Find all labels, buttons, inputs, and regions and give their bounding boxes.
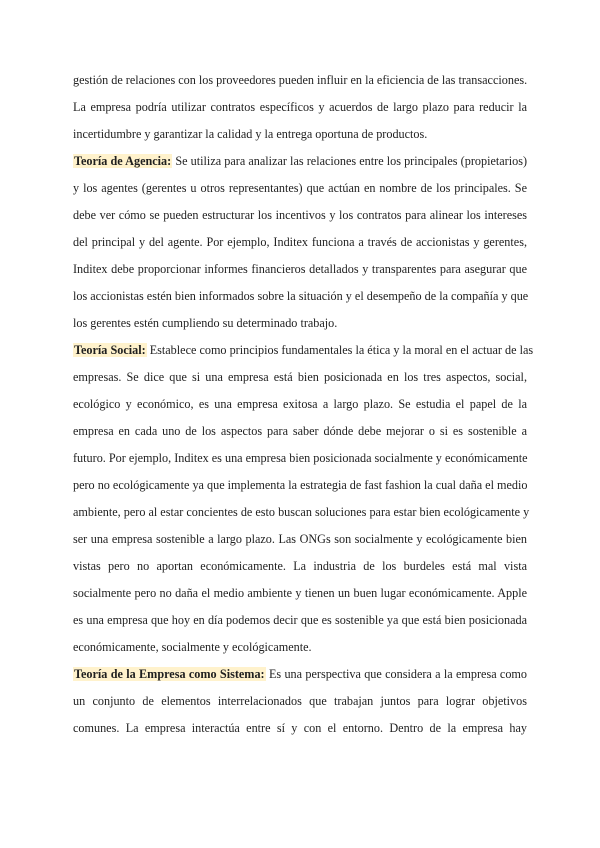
text-line: empresas. Se dice que si una empresa está bien posicionada en los tres aspectos, social, <box>73 370 527 384</box>
text-line: y los agentes (gerentes u otros representantes) que actúan en nombre de los principales. Se <box>73 181 527 195</box>
text-line: incertidumbre y garantizar la calidad y la entrega oportuna de productos. <box>73 127 428 141</box>
text-line: comunes. La empresa interactúa entre sí y con el entorno. Dentro de la empresa hay <box>73 721 527 735</box>
text-line: empresa en cada uno de los aspectos para saber dónde debe mejorar o si es sostenible a <box>73 424 527 438</box>
text-line: futuro. Por ejemplo, Inditex es una empresa bien posicionada socialmente y económicamente <box>73 451 528 465</box>
text-span: Establece como principios fundamentales la ética y la moral en el actuar de las <box>149 343 534 357</box>
text-line: pero no ecológicamente ya que implementa la estrategia de fast fashion la cual daña el medio <box>73 478 528 492</box>
text-line: los accionistas estén bien informados sobre la situación y el desempeño de la compañía y que <box>73 289 529 303</box>
text-line: del principal y del agente. Por ejemplo, Inditex funciona a través de accionistas y gerentes, <box>73 235 527 249</box>
text-line: Inditex debe proporcionar informes financieros detallados y transparentes para asegurar que <box>73 262 527 276</box>
text-line: socialmente pero no daña el medio ambiente y tienen un buen lugar económicamente. Apple <box>73 586 527 600</box>
text-line: gestión de relaciones con los proveedores pueden influir en la eficiencia de las transacciones. <box>73 73 528 87</box>
text-line: los gerentes estén cumpliendo su determinado trabajo. <box>73 316 338 330</box>
text-span: Es una perspectiva que considera a la empresa como <box>268 667 527 681</box>
text-line: ser una empresa sostenible a largo plazo. Las ONGs son socialmente y ecológicamente bien <box>73 532 527 546</box>
text-line: vistas pero no aportan económicamente. La industria de los burdeles está mal vista <box>73 559 527 573</box>
text-span: Se utiliza para analizar las relaciones entre los principales (propietarios) <box>175 154 528 168</box>
heading-teoria-social: Teoría Social: <box>74 343 146 357</box>
text-line: debe ver cómo se pueden estructurar los incentivos y los contratos para alinear los intereses <box>73 208 527 222</box>
heading-teoria-empresa-sistema: Teoría de la Empresa como Sistema: <box>74 667 265 681</box>
text-line: ambiente, pero al estar concientes de esto buscan soluciones para estar bien ecológicamente y <box>73 505 530 519</box>
text-line: económicamente, socialmente y ecológicamente. <box>73 640 312 654</box>
paragraph-first-line-system <box>73 666 527 682</box>
text-line: ecológico y económico, es una empresa exitosa a largo plazo. Se estudia el papel de la <box>73 397 527 411</box>
text-line: La empresa podría utilizar contratos específicos y acuerdos de largo plazo para reducir la <box>73 100 527 114</box>
paragraph-first-line-social <box>73 342 534 358</box>
text-line: es una empresa que hoy en día podemos decir que es sostenible ya que está bien posicionada <box>73 613 527 627</box>
heading-teoria-de-agencia: Teoría de Agencia: <box>74 154 172 168</box>
text-line: un conjunto de elementos interrelacionados que trabajan juntos para lograr objetivos <box>73 694 527 708</box>
paragraph-first-line-agency <box>73 153 527 169</box>
